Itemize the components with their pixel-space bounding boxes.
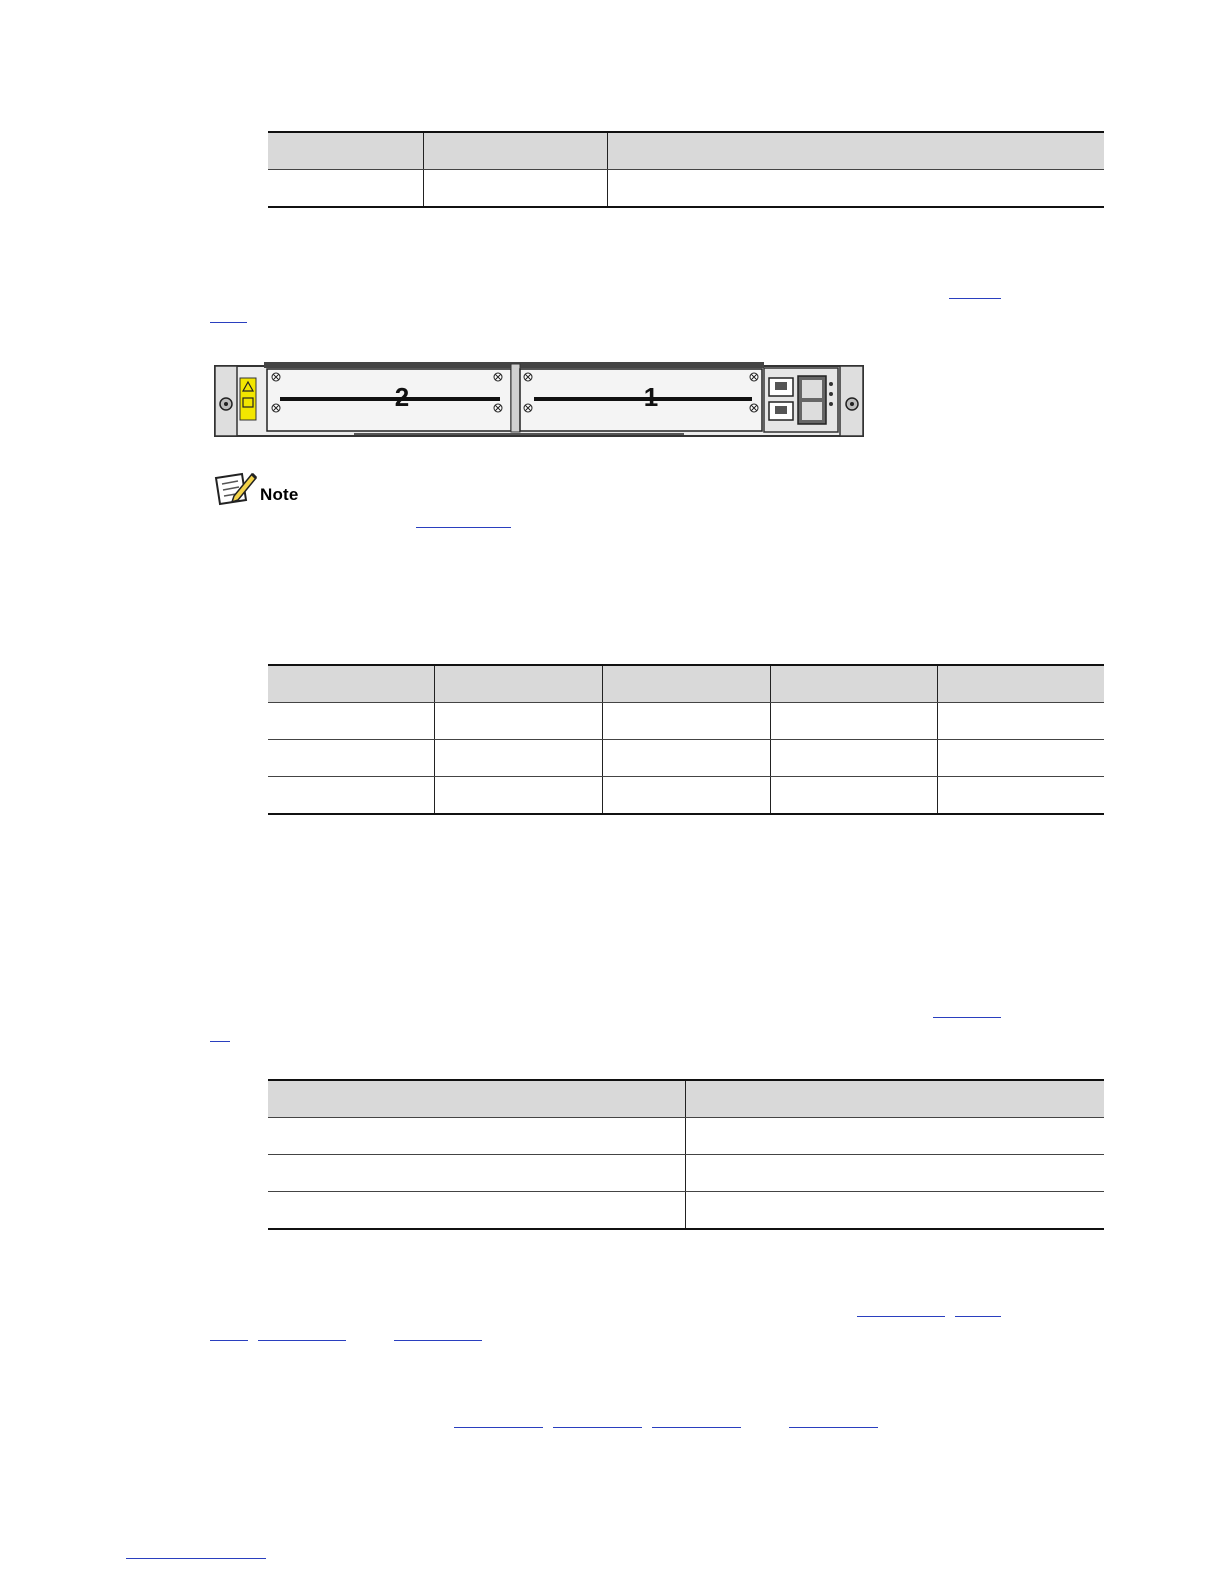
table-row [268, 777, 1104, 815]
cross-reference-link[interactable] [949, 298, 1001, 299]
cross-reference-link[interactable] [652, 1427, 741, 1428]
screw-icon [220, 398, 232, 410]
note-label: Note [260, 485, 299, 504]
cross-reference-link[interactable] [553, 1427, 642, 1428]
table-3 [268, 1079, 1104, 1230]
cross-reference-link[interactable] [789, 1427, 878, 1428]
cross-reference-link[interactable] [857, 1316, 945, 1317]
cross-reference-link[interactable] [416, 527, 511, 528]
table-row [268, 1155, 1104, 1192]
table-row [268, 1118, 1104, 1155]
table-2 [268, 664, 1104, 815]
table-row [268, 703, 1104, 740]
cross-reference-link[interactable] [394, 1340, 482, 1341]
table-row [268, 1192, 1104, 1230]
fiber-port-icon [798, 376, 826, 424]
cross-reference-link[interactable] [933, 1017, 1001, 1018]
table-header-row [268, 1080, 1104, 1118]
cross-reference-link[interactable] [258, 1340, 346, 1341]
laser-warning-icon [240, 378, 256, 420]
cross-reference-link[interactable] [454, 1427, 543, 1428]
table-row [268, 740, 1104, 777]
cross-reference-link[interactable] [955, 1316, 1001, 1317]
table-1 [268, 131, 1104, 208]
slot-label-2: 2 [394, 382, 410, 412]
device-faceplate-figure [214, 360, 866, 440]
slot-label-1: 1 [643, 382, 659, 412]
table-header-row [268, 665, 1104, 703]
table-row [268, 170, 1104, 208]
table-header-row [268, 132, 1104, 170]
cross-reference-link[interactable] [210, 1041, 230, 1042]
footer-link[interactable] [126, 1558, 266, 1559]
cross-reference-link[interactable] [210, 322, 247, 323]
screw-icon [846, 398, 858, 410]
cross-reference-link[interactable] [210, 1340, 248, 1341]
note-pencil-icon [212, 470, 258, 506]
